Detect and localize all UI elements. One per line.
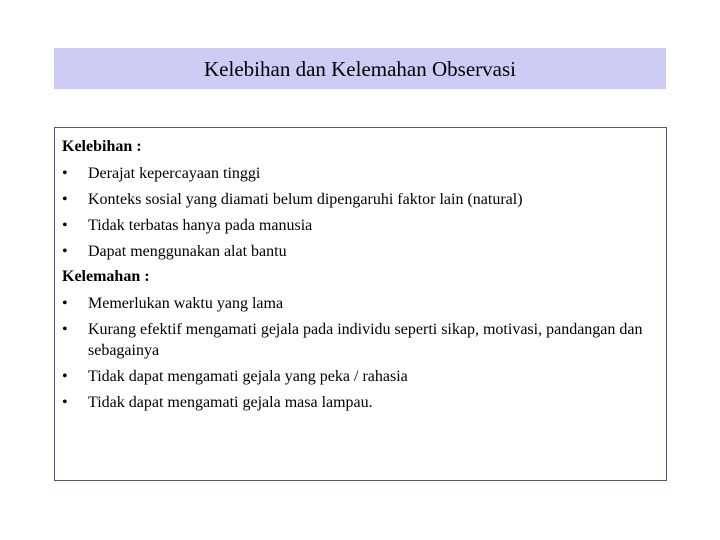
- bullet-icon: •: [62, 190, 68, 208]
- bullet-icon: •: [62, 393, 68, 411]
- list-item-text: Memerlukan waktu yang lama: [88, 294, 284, 312]
- list-item-text: Konteks sosial yang diamati belum dipengaruhi faktor lain (natural): [88, 190, 523, 208]
- bullet-icon: •: [62, 294, 68, 312]
- list-item: [62, 160, 658, 186]
- bullet-icon: •: [62, 164, 68, 182]
- list-item: [62, 186, 658, 212]
- list-item: [62, 212, 658, 238]
- list-item-text: Tidak dapat mengamati gejala yang peka / rahasia: [88, 367, 408, 385]
- bullet-icon: •: [62, 242, 68, 260]
- list-item: [62, 389, 658, 415]
- section-heading-kelebihan: Kelebihan :: [62, 138, 142, 155]
- list-item-text: Tidak dapat mengamati gejala masa lampau.: [88, 393, 373, 411]
- section-heading-kelemahan: Kelemahan :: [62, 268, 150, 285]
- page-title: Kelebihan dan Kelemahan Observasi: [204, 57, 516, 81]
- title-banner: [54, 48, 666, 89]
- list-item: [62, 316, 658, 363]
- bullet-icon: •: [62, 216, 68, 234]
- list-item: [62, 290, 658, 316]
- list-item-text: Kurang efektif mengamati gejala pada individu seperti sikap, motivasi, pandangan dan sebagainya: [88, 320, 643, 359]
- list-item-text: Tidak terbatas hanya pada manusia: [88, 216, 313, 234]
- list-item: [62, 238, 658, 264]
- content-box: [54, 127, 667, 481]
- list-item-text: Derajat kepercayaan tinggi: [88, 164, 261, 182]
- bullet-icon: •: [62, 367, 68, 385]
- bullet-icon: •: [62, 320, 68, 338]
- list-item: [62, 363, 658, 389]
- list-item-text: Dapat menggunakan alat bantu: [88, 242, 287, 260]
